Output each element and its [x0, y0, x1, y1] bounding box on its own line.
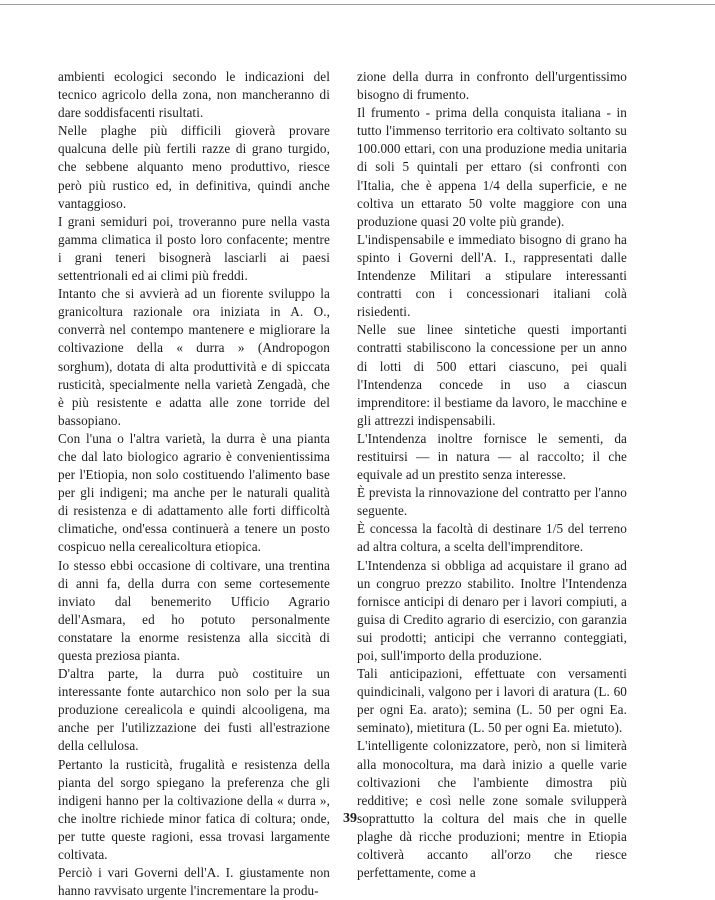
paragraph: Con l'una o l'altra varietà, la durra è una pianta che dal lato biologico agrario è convenientissima per l'Etiopia, non solo costituendo l'alimento base per gli indigeni; ma anche per le naturali qualità di resistenza e di adattamento alle forti difficoltà climatiche, ond'essa continuerà a tenere un posto cospicuo nella cerealicoltura etiopica. [58, 430, 330, 555]
paragraph: Nelle plaghe più difficili gioverà provare qualcuna delle più fertili razze di grano turgido, che sebbene alquanto meno produttivo, riesce però più rustico ed, in definitiva, quindi anche vantaggioso. [58, 123, 330, 211]
paragraph: L'Intendenza si obbliga ad acquistare il grano ad un congruo prezzo stabilito. Inoltre l'Intendenza fornisce anticipi di denaro per i lavori compiuti, a guisa di Credito agrario di esercizio, con garanzia sui prodotti; anticipi che verranno conteggiati, poi, sull'importo della produzione. [357, 557, 627, 663]
paragraph: Il frumento - prima della conquista italiana - in tutto l'immenso territorio era coltivato soltanto su 100.000 ettari, con una produzione media unitaria di soli 5 quintali per ettaro (si confronti con l'Italia, che è appena 1/4 della superficie, e ne coltiva un ettarato 50 volte maggiore con una produzione quasi 20 volte più grande). [357, 105, 627, 229]
paragraph: Perciò i vari Governi dell'A. I. giustamente non hanno ravvisato urgente l'incrementare la produ- [58, 865, 330, 899]
paragraph: È concessa la facoltà di destinare 1/5 del terreno ad altra coltura, a scelta dell'imprenditore. [357, 521, 627, 555]
paragraph: L'indispensabile e immediato bisogno di grano ha spinto i Governi dell'A. I., rappresentati dalle Intendenze Militari a stipulare interessanti contratti con i concessionari italiani colà risiedenti. [357, 231, 627, 320]
paragraph: Nelle sue linee sintetiche questi importanti contratti stabiliscono la concessione per un anno di lotti di 500 ettari ciascuno, pei quali l'Intendenza concede in uso a ciascun imprenditore: il bestiame da lavoro, le macchine e gli attrezzi indispensabili. [357, 322, 627, 428]
paragraph: Tali anticipazioni, effettuate con versamenti quindicinali, valgono per i lavori di aratura (L. 60 per ogni Ea. arato); semina (L. 50 per ogni Ea. seminato), mietitura (L. 50 per ogni Ea. mietuto). [357, 666, 627, 736]
paragraph: L'Intendenza inoltre fornisce le sementi, da restituirsi — in natura — al raccolto; il che equivale ad un prestito senza interesse. [357, 430, 627, 483]
paragraph: zione della durra in confronto dell'urgentissimo bisogno di frumento. [357, 69, 627, 103]
paragraph: Intanto che si avvierà ad un fiorente sviluppo la granicoltura razionale ora iniziata in A. O., converrà nel contempo mantenere e migliorare la coltivazione della « durra » (Andropogon sorghum), dotata di alta produttività e di spiccata rusticità, specialmente nella varietà Zengadà, che è più resistente e adatta alle zone torride del bassopiano. [58, 286, 330, 428]
right-text-column [357, 68, 627, 882]
page-top-edge-line [0, 4, 715, 5]
paragraph: Pertanto la rusticità, frugalità e resistenza della pianta del sorgo spiegano la preferenza che gli indigeni hanno per la coltivazione della « durra », che inoltre richiede minor fatica di coltura; onde, per tutte queste ragioni, essa trovasi largamente coltivata. [58, 756, 330, 863]
paragraph: È prevista la rinnovazione del contratto per l'anno seguente. [357, 485, 627, 519]
paragraph: I grani semiduri poi, troveranno pure nella vasta gamma climatica il posto loro confacente; mentre i grani teneri bisognerà lasciarli ai paesi settentrionali ed ai climi più freddi. [58, 213, 330, 284]
paragraph: D'altra parte, la durra può costituire un interessante fonte autarchico non solo per la sua produzione cerealicola e quindi alcooligena, ma anche per l'utilizzazione dei fusti all'estrazione della cellulosa. [58, 666, 330, 754]
page-number: 39 [343, 811, 357, 826]
paragraph: L'intelligente colonizzatore, però, non si limiterà alla monocoltura, ma darà inizio a quelle varie coltivazioni che l'ambiente dimostra più redditive; e così nelle zone somale svilupperà soprattutto la coltura del mais che in quelle plaghe dà ricche produzioni; mentre in Etiopia coltiverà accanto all'orzo che riesce perfettamente, come a [357, 738, 627, 881]
paragraph: ambienti ecologici secondo le indicazioni del tecnico agricolo della zona, non mancheranno di dare soddisfacenti risultati. [58, 69, 330, 121]
left-text-column [58, 68, 330, 900]
paragraph: Io stesso ebbi occasione di coltivare, una trentina di anni fa, della durra con seme cortesemente inviato dal benemerito Ufficio Agrario dell'Asmara, ed ho potuto personalmente constatare la enorme resistenza alla siccità di questa preziosa pianta. [58, 557, 330, 663]
